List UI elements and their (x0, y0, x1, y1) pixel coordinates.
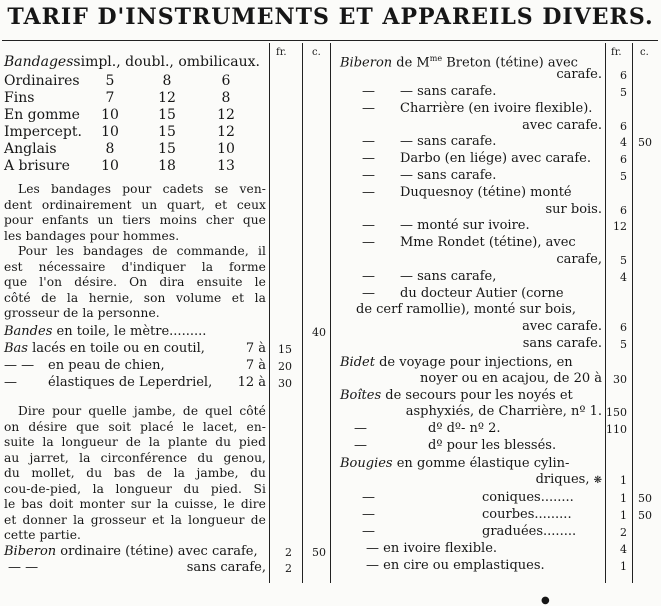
bandages-label: Bandages (4, 54, 74, 70)
biberon-fr: 2 (285, 546, 292, 559)
bidet-cont: noyer ou en acajou, de 20 à (420, 371, 602, 386)
bas-fr: 15 (278, 343, 292, 356)
bandage-row (4, 124, 264, 140)
bandage-ombilical: 12 (217, 124, 235, 140)
bidet-fr: 30 (613, 373, 627, 386)
boites-fr: 150 (606, 406, 627, 419)
paragraph-line: pour enfants un tiers moins cher que (4, 213, 266, 227)
bougies-fr: 1 (620, 509, 627, 522)
right-line: carafe, (556, 252, 602, 267)
rule-right-fr (605, 43, 606, 583)
bougies-fr: 1 (620, 492, 627, 505)
right-fr: 6 (620, 321, 627, 335)
right-text: Darbo (en liége) avec carafe. (400, 151, 592, 167)
bandage-simple: 8 (105, 141, 115, 157)
breton-label: Biberon (340, 55, 393, 71)
bougies-fr: 1 (620, 474, 627, 487)
paragraph-line: côté de la hernie, son volume et la (4, 290, 266, 305)
paragraph-line: et donner la grosseur et la longueur de (4, 512, 266, 527)
right-line (362, 269, 602, 285)
biberon-row (4, 544, 266, 560)
bougies-cont (340, 472, 602, 489)
bandage-row (4, 73, 264, 89)
boites-line (354, 421, 602, 437)
bas-price-from: 7 à (245, 358, 266, 373)
ornament-bottom-icon: ● (541, 595, 550, 606)
bas-dash: — — (4, 358, 35, 373)
bandes-row (4, 324, 206, 340)
right-text: Charrière (en ivoire flexible). (400, 100, 593, 116)
breton-cont: carafe. (556, 67, 602, 82)
rule-right-c (632, 43, 633, 583)
paragraph-line: dent ordinairement un quart, et ceux (4, 197, 266, 212)
bougies-fr: 4 (620, 543, 627, 556)
paragraph-line: le bas doit monter sur la cuisse, le dire (4, 497, 266, 511)
boites-row (340, 388, 573, 404)
paragraph-line: au jarret, la circonférence du genou, (4, 450, 266, 465)
bougies-c: 50 (638, 509, 652, 522)
bandage-ombilical: 8 (221, 90, 231, 106)
bas-price-from: 12 à (237, 375, 266, 390)
bougies-fr: 1 (620, 560, 627, 573)
breton-sup: me (429, 54, 443, 63)
bandage-double: 15 (158, 141, 176, 157)
bandage-double: 15 (158, 107, 176, 123)
paragraph-line: Les bandages pour cadets se ven- (18, 182, 266, 196)
right-line (362, 101, 602, 117)
bandage-simple: 7 (105, 90, 115, 106)
bas-fr: 30 (278, 377, 292, 390)
bougies-dash: — (362, 507, 375, 522)
bas-text: lacés en toile ou en coutil, (27, 341, 205, 356)
bandage-ombilical: 13 (217, 158, 235, 174)
breton-text-b: Breton (tétine) avec (442, 55, 578, 71)
right-line (362, 185, 602, 201)
right-text: Duquesnoy (tétine) monté (400, 184, 572, 200)
bougies-line (362, 490, 602, 506)
right-dash: — (362, 268, 375, 284)
right-text: — sans carafe. (400, 134, 497, 150)
right-text: — sans carafe. (400, 168, 497, 183)
boites-text: de secours pour les noyés et (381, 388, 573, 403)
bas-fr: 20 (278, 360, 292, 373)
right-dash: — (362, 151, 375, 167)
biberon-c: 50 (312, 546, 326, 559)
right-dash: — (362, 218, 375, 234)
bandage-name: Impercept. (4, 124, 82, 140)
bougies-text: courbes......... (482, 507, 572, 522)
bandage-row (4, 158, 264, 174)
boites-label: Boîtes (340, 388, 382, 403)
bandage-simple: 10 (101, 124, 119, 140)
right-line (362, 286, 602, 302)
bandes-label: Bandes (4, 324, 53, 339)
breton-text-a: de M (392, 55, 430, 71)
paragraph-line: du mollet, du bas de la jambe, du (4, 466, 266, 480)
paragraph-line: cette partie. (4, 528, 81, 542)
right-line: avec carafe. (522, 319, 602, 335)
bougies-line: — en ivoire flexible. (366, 541, 498, 556)
bougies-line (362, 524, 602, 540)
bandage-name: A brisure (4, 158, 70, 174)
bandage-simple: 10 (101, 107, 119, 123)
asterism-icon: ❋ (593, 475, 602, 486)
paragraph-line: Pour les bandages de commande, il (18, 244, 266, 258)
biberon-label: Biberon (4, 544, 57, 559)
boites-cont: asphyxiés, de Charrière, nº 1. (405, 404, 602, 419)
bandes-c: 40 (312, 326, 326, 339)
bandage-row (4, 107, 264, 123)
bougies-cont-text: driques, (535, 472, 590, 487)
right-text: Mme Rondet (tétine), avec (400, 235, 576, 251)
bas-price-from: 7 à (245, 341, 266, 356)
bougies-text: graduées........ (482, 524, 577, 539)
bougies-text: en gomme élastique cylin- (392, 456, 570, 471)
right-line: sur bois. (545, 201, 602, 217)
right-fr: 6 (620, 153, 627, 167)
bandages-header (4, 54, 260, 70)
bidet-label: Bidet (340, 355, 375, 370)
header-c-left: c. (312, 47, 321, 58)
biberon-text: ordinaire (tétine) avec carafe, (56, 544, 258, 559)
right-line (362, 168, 602, 184)
bandage-double: 12 (158, 90, 176, 106)
bandage-simple: 10 (101, 158, 119, 174)
bas-text: élastiques de Leperdriel, (48, 375, 213, 390)
right-line (362, 218, 602, 234)
right-line: de cerf ramollie), monté sur bois, (356, 302, 576, 318)
paragraph-line: cou-de-pied, la longueur du pied. Si (4, 481, 266, 496)
bandage-name: Anglais (4, 141, 57, 157)
paragraph-line: grosseur de la personne. (4, 306, 160, 320)
boites-text: dº dº- nº 2. (428, 421, 501, 436)
bas-label: Bas (4, 341, 28, 356)
rule-left-c (302, 43, 303, 583)
right-fr: 5 (620, 170, 627, 183)
right-fr: 5 (620, 338, 627, 351)
bougies-fr: 2 (620, 526, 627, 539)
bandage-double: 15 (158, 124, 176, 140)
right-dash: — (362, 84, 375, 99)
right-text: du docteur Autier (corne (400, 285, 564, 301)
paragraph-line: Dire pour quelle jambe, de quel côté (18, 404, 266, 418)
boites-fr: 110 (606, 423, 627, 436)
right-dash: — (362, 235, 375, 251)
bougies-label: Bougies (340, 456, 393, 471)
right-text: — sans carafe, (400, 268, 497, 284)
bas-text: en peau de chien, (48, 358, 165, 373)
boites-line (354, 438, 602, 454)
right-fr: 5 (620, 254, 627, 267)
right-line (362, 84, 602, 100)
header-fr-left: fr. (276, 47, 287, 58)
bougies-line (362, 507, 602, 523)
right-dash: — (362, 184, 375, 200)
right-line (362, 134, 602, 150)
bandage-simple: 5 (105, 73, 115, 89)
boites-dash: — (354, 438, 367, 453)
right-dash: — (362, 100, 375, 116)
header-c-right: c. (640, 47, 649, 58)
biberon-row (4, 560, 266, 576)
rule-center (330, 43, 331, 583)
right-text: — sans carafe. (400, 84, 497, 99)
bandage-ombilical: 10 (217, 141, 235, 157)
bandage-ombilical: 6 (221, 73, 231, 89)
right-fr: 4 (620, 270, 627, 284)
paragraph-line: suite la longueur de la plante du pied (4, 435, 266, 449)
paragraph-line: que l'on désire. On dira ensuite le (4, 275, 266, 289)
bandage-ombilical: 12 (217, 107, 235, 123)
right-fr: 6 (620, 203, 627, 217)
bidet-row (340, 355, 573, 371)
bandages-cols: simpl., doubl., ombilicaux. (73, 54, 260, 70)
bandage-row (4, 141, 264, 157)
bougies-row (340, 456, 569, 472)
bougies-text: coniques........ (482, 490, 574, 505)
bougies-line: — en cire ou emplastiques. (366, 558, 545, 573)
breton-fr: 6 (620, 69, 627, 82)
bas-dash: — (4, 375, 17, 390)
right-line: avec carafe. (522, 117, 602, 133)
biberon-text: sans carafe, (186, 560, 266, 575)
paragraph-line: les bandages pour hommes. (4, 228, 180, 243)
boites-dash: — (354, 421, 367, 436)
bandage-row (4, 90, 264, 106)
biberon-fr: 2 (285, 562, 292, 575)
bandage-name: Ordinaires (4, 73, 80, 89)
rule-left-fr (269, 43, 270, 583)
paragraph-line: est nécessaire d'indiquer la forme (4, 259, 266, 274)
right-fr: 5 (620, 86, 627, 99)
title-rule (2, 40, 658, 41)
biberon-dash: — — (8, 560, 39, 575)
bandage-name: Fins (4, 90, 35, 106)
right-text: — monté sur ivoire. (400, 218, 530, 234)
right-c: 50 (638, 136, 652, 150)
right-line (362, 235, 602, 251)
header-fr-right: fr. (611, 47, 622, 58)
right-dash: — (362, 134, 375, 150)
bidet-text: de voyage pour injections, en (374, 355, 573, 370)
bougies-dash: — (362, 524, 375, 539)
bandage-double: 18 (158, 158, 176, 174)
right-fr: 6 (620, 119, 627, 133)
paragraph-line: on désire que soit placé le lacet, en- (4, 419, 266, 434)
bandes-text: en toile, le mètre......... (52, 324, 207, 339)
right-fr: 12 (613, 220, 627, 234)
bandage-double: 8 (162, 73, 172, 89)
bougies-dash: — (362, 490, 375, 505)
bas-row (4, 341, 266, 357)
right-line (362, 151, 602, 167)
right-dash: — (362, 285, 375, 301)
right-line: sans carafe. (522, 336, 602, 351)
right-fr: 4 (620, 136, 627, 150)
bougies-c: 50 (638, 492, 652, 505)
boites-text: dº pour les blessés. (428, 438, 557, 453)
right-dash: — (362, 168, 375, 183)
page-title: TARIF D'INSTRUMENTS ET APPAREILS DIVERS. (7, 4, 654, 30)
bandage-name: En gomme (4, 107, 80, 123)
bas-row (4, 375, 266, 391)
bas-row (4, 358, 266, 374)
